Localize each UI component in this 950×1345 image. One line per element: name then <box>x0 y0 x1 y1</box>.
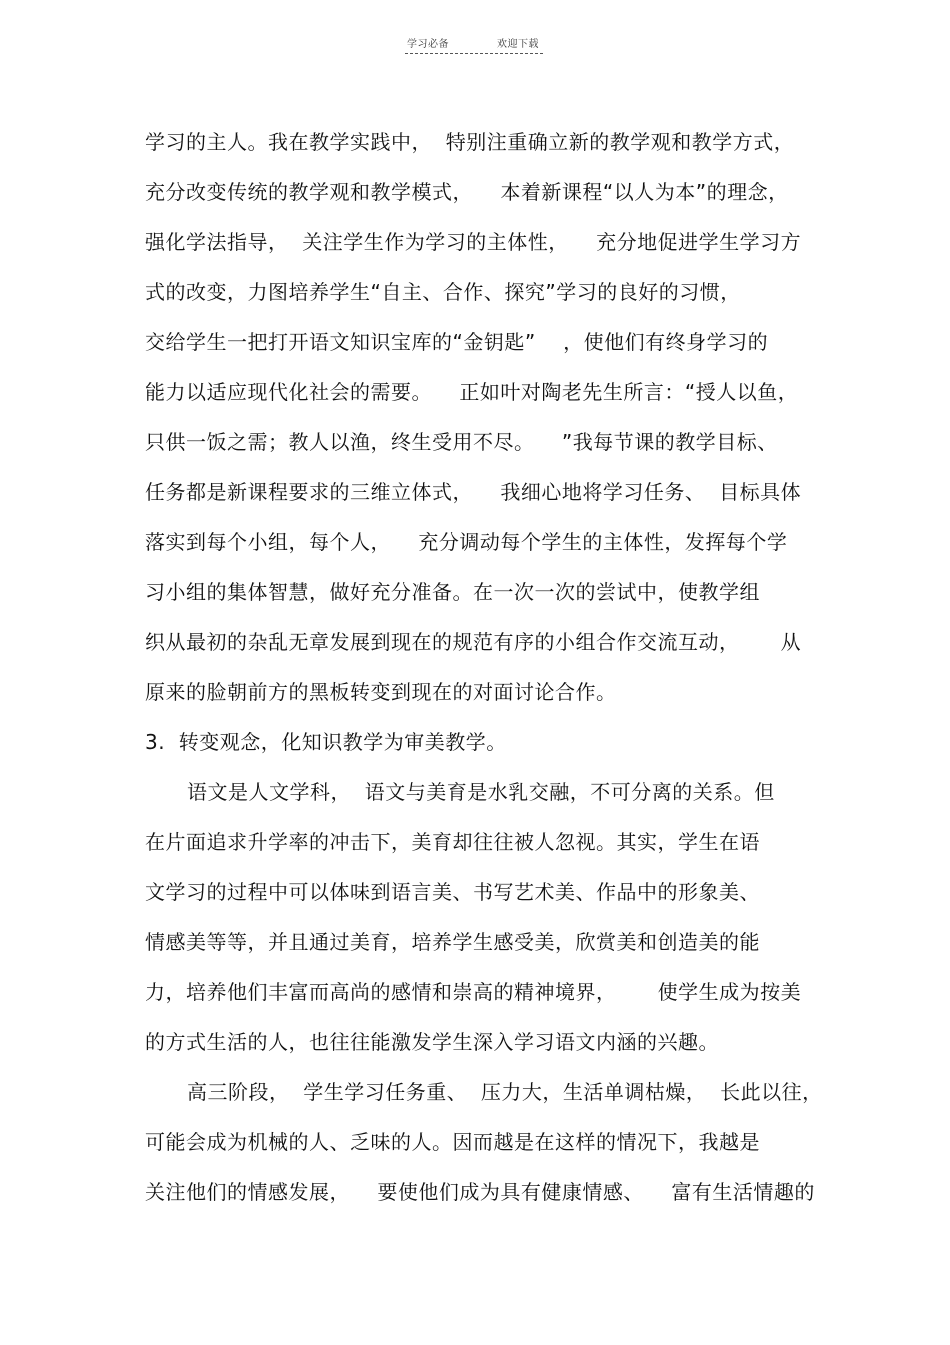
body-line: 在片面追求升学率的冲击下，美育却往往被人忽视。其实，学生在语 <box>145 830 760 854</box>
header-left-text: 学习必备 <box>407 39 449 50</box>
body-line: 的方式生活的人，也往往能激发学生深入学习语文内涵的兴趣。 <box>145 1030 719 1054</box>
header-divider <box>405 53 543 54</box>
document-body <box>145 122 823 1222</box>
paragraph-first-line: 高三阶段， 学生学习任务重、 压力大，生活单调枯燥， 长此以往， <box>187 1080 823 1104</box>
section-heading: 3. 转变观念，化知识教学为审美教学。 <box>145 730 507 754</box>
body-line: 原来的脸朝前方的黑板转变到现在的对面讨论合作。 <box>145 680 617 704</box>
body-line: 能力以适应现代化社会的需要。 正如叶对陶老先生所言：“授人以鱼， <box>145 380 799 404</box>
body-line: 交给学生一把打开语文知识宝库的“金钥匙” ，使他们有终身学习的 <box>145 330 769 354</box>
body-line: 文学习的过程中可以体味到语言美、书写艺术美、作品中的形象美、 <box>145 880 760 904</box>
body-line: 力，培养他们丰富而高尚的感情和崇高的精神境界， 使学生成为按美 <box>145 980 802 1004</box>
body-line: 可能会成为机械的人、乏味的人。因而越是在这样的情况下，我越是 <box>145 1130 760 1154</box>
body-line: 式的改变，力图培养学生“自主、合作、探究”学习的良好的习惯， <box>145 280 741 304</box>
body-line: 充分改变传统的教学观和教学模式， 本着新课程“以人为本”的理念， <box>145 180 789 204</box>
body-line: 关注他们的情感发展， 要使他们成为具有健康情感、 富有生活情趣的 <box>145 1180 815 1204</box>
paragraph-first-line: 语文是人文学科， 语文与美育是水乳交融，不可分离的关系。但 <box>187 780 775 804</box>
body-line: 习小组的集体智慧，做好充分准备。在一次一次的尝试中，使教学组 <box>145 580 760 604</box>
body-line: 强化学法指导， 关注学生作为学习的主体性， 充分地促进学生学习方 <box>145 230 802 254</box>
body-line: 落实到每个小组，每个人， 充分调动每个学生的主体性，发挥每个学 <box>145 530 788 554</box>
page-header <box>0 38 950 58</box>
body-line: 学习的主人。我在教学实践中， 特别注重确立新的教学观和教学方式， <box>145 130 795 154</box>
header-right-text: 欢迎下载 <box>497 39 539 50</box>
body-line: 任务都是新课程要求的三维立体式， 我细心地将学习任务、 目标具体 <box>145 480 802 504</box>
body-line: 只供一饭之需；教人以渔，终生受用不尽。 ”我每节课的教学目标、 <box>145 430 778 454</box>
body-line: 织从最初的杂乱无章发展到现在的规范有序的小组合作交流互动， 从 <box>145 630 802 654</box>
body-line: 情感美等等，并且通过美育，培养学生感受美，欣赏美和创造美的能 <box>145 930 760 954</box>
